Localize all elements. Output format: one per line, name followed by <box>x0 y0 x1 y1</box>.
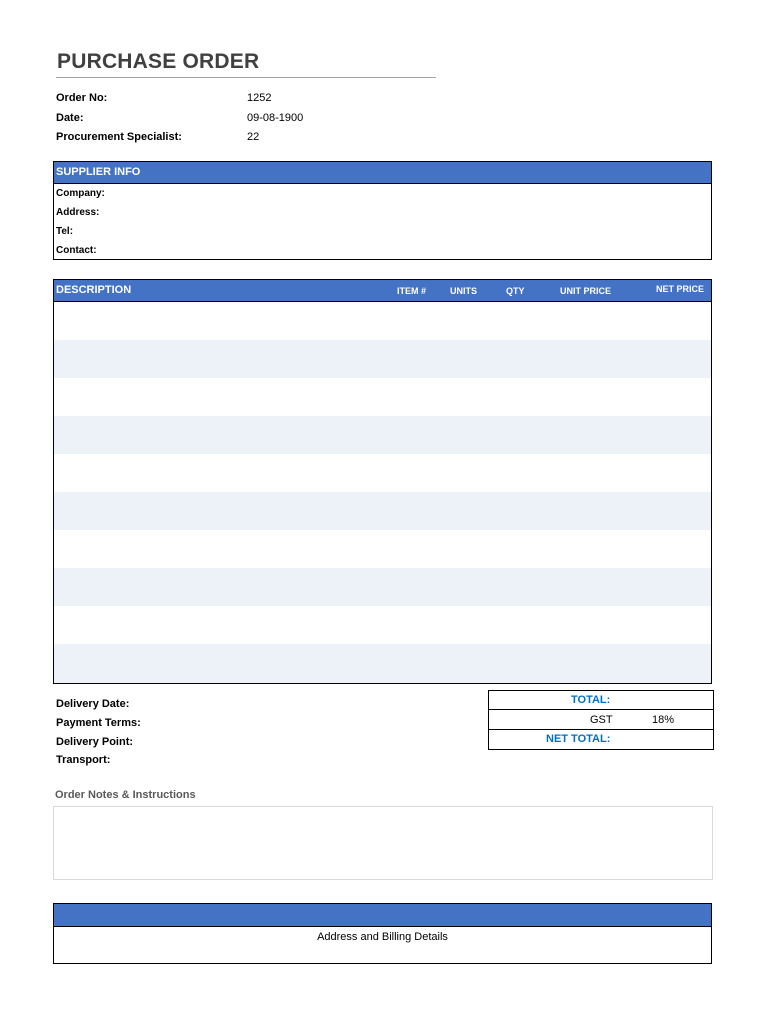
table-row[interactable] <box>54 530 711 568</box>
delivery-point-label: Delivery Point: <box>56 736 134 748</box>
column-qty: QTY <box>506 286 525 296</box>
contact-label: Contact: <box>56 245 97 256</box>
order-no-value[interactable]: 1252 <box>247 92 272 104</box>
procurement-specialist-value[interactable]: 22 <box>247 131 260 143</box>
billing-section <box>53 903 712 964</box>
totals-box <box>488 690 714 750</box>
company-label: Company: <box>56 188 105 199</box>
table-row[interactable] <box>54 416 711 454</box>
column-item-number: ITEM # <box>397 286 427 296</box>
date-label: Date: <box>56 112 84 124</box>
total-row[interactable] <box>489 691 713 710</box>
transport-label: Transport: <box>56 754 111 766</box>
net-total-row[interactable] <box>489 730 713 749</box>
table-row[interactable] <box>54 606 711 644</box>
column-net-price: NET PRICE <box>656 284 705 294</box>
billing-heading-bar <box>54 904 711 927</box>
table-row[interactable] <box>54 644 711 683</box>
order-notes-field[interactable] <box>53 806 713 880</box>
order-notes-label: Order Notes & Instructions <box>55 789 196 801</box>
delivery-date-label: Delivery Date: <box>56 698 130 710</box>
table-row[interactable] <box>54 378 711 416</box>
table-row[interactable] <box>54 302 711 340</box>
column-description: DESCRIPTION <box>56 284 132 296</box>
page-title: PURCHASE ORDER <box>57 50 260 73</box>
total-label: TOTAL: <box>571 694 611 706</box>
billing-details-text: Address and Billing Details <box>317 931 448 943</box>
supplier-info-section <box>53 161 712 260</box>
table-row[interactable] <box>54 568 711 606</box>
column-unit-price: UNIT PRICE <box>560 286 612 296</box>
items-table-header <box>54 280 711 302</box>
order-no-label: Order No: <box>56 92 108 104</box>
payment-terms-label: Payment Terms: <box>56 717 141 729</box>
tel-label: Tel: <box>56 226 74 237</box>
title-divider <box>56 77 436 78</box>
table-row[interactable] <box>54 340 711 378</box>
procurement-specialist-label: Procurement Specialist: <box>56 131 182 143</box>
items-table <box>53 279 712 684</box>
column-units: UNITS <box>450 286 477 296</box>
gst-rate: 18% <box>652 714 675 726</box>
table-row[interactable] <box>54 454 711 492</box>
date-value[interactable]: 09-08-1900 <box>247 112 304 124</box>
net-total-label: NET TOTAL: <box>546 733 611 745</box>
gst-row[interactable] <box>489 711 713 730</box>
gst-label: GST <box>590 714 613 726</box>
address-label: Address: <box>56 207 100 218</box>
table-row[interactable] <box>54 492 711 530</box>
supplier-info-heading: SUPPLIER INFO <box>54 162 711 184</box>
